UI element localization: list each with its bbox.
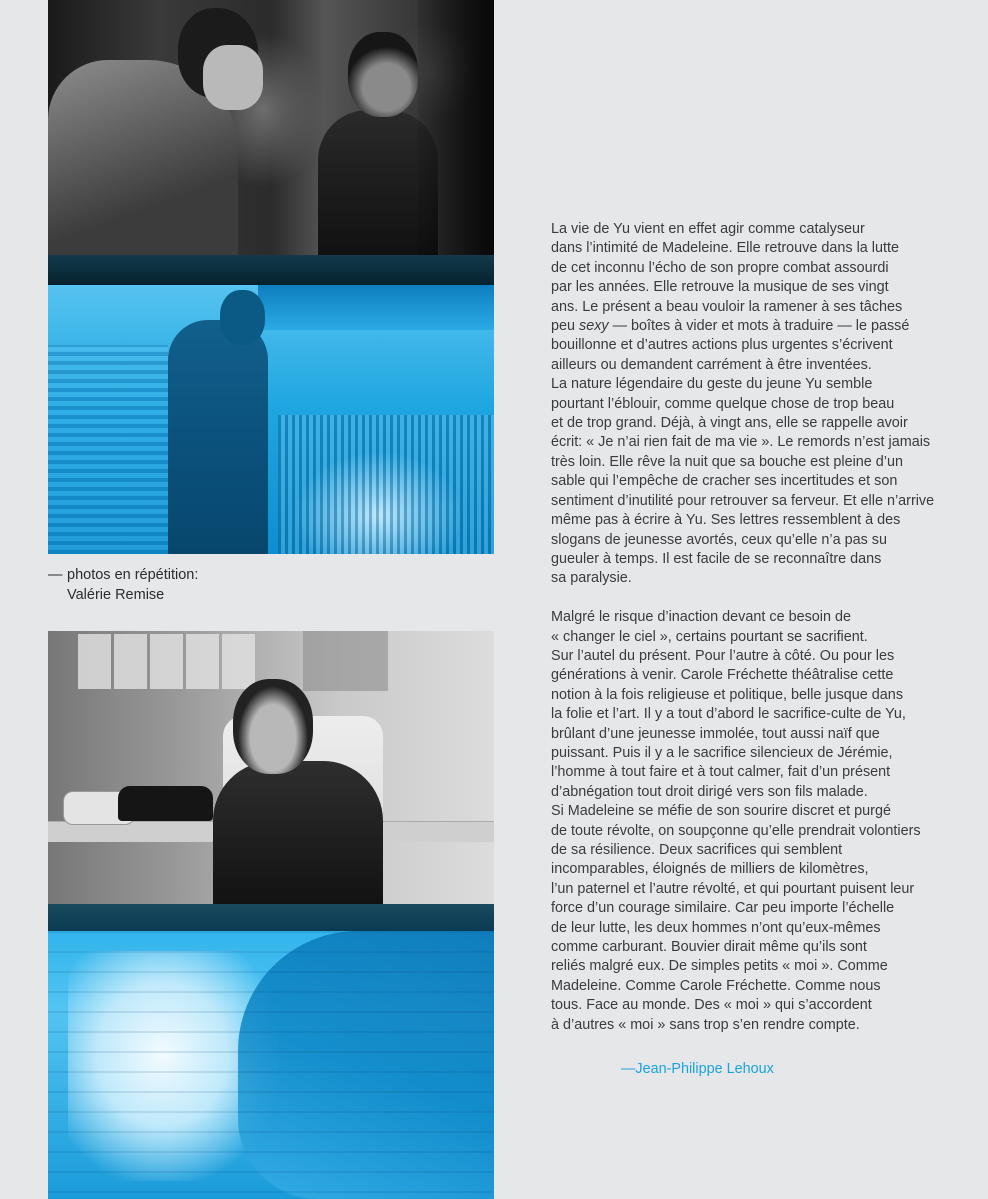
article-body — [551, 220, 946, 1035]
rehearsal-photo-top-blue — [48, 285, 494, 554]
photo-divider-band-bottom — [48, 904, 494, 931]
article-paragraph-2: Malgré le risque d’inaction devant ce besoin de « changer le ciel », certains pourtant se sacrifient. Sur l’autel du présent. Pour l’autre à côté. Ou pour les générations à venir. Carole Fréchette théâtralise cette notion à la fois religieuse et politique, belle jusque dans la folie et l’art. Il y a tout d’abord le sacrifice-culte de Yu, brûlant d’une jeunesse immolée, tout aussi naïf que puissant. Puis il y a le sacrifice silencieux de Jérémie, l’homme à tout faire et à tout calmer, fait d’un présent d’abnégation tout droit dirigé vers son fils malade. Si Madeleine se méfie de son sourire discret et purgé de toute révolte, on soupçonne qu’elle prendrait volontiers de sa résilience. Deux sacrifices qui semblent incomparables, éloignés de milliers de kilomètres, l’un paternel et l’autre révolté, et qui pourtant puisent leur force d’un courage similaire. Car peu importe l’échelle de leur lutte, les deux hommes n’ont qu’eux-mêmes comme carburant. Bouvier dirait même qu’ils sont reliés malgré eux. De simples petits « moi ». Comme Madeleine. Comme Carole Fréchette. Comme nous tous. Face au monde. Des « moi » qui s’accordent à d’autres « moi » sans trop s’en rendre compte. — [551, 609, 921, 1033]
rehearsal-photo-bottom-blue — [48, 931, 494, 1199]
caption-dash: — — [48, 567, 63, 583]
italic-word: sexy — [579, 318, 609, 335]
photo-caption — [48, 566, 198, 605]
rehearsal-photo-top-grayscale — [48, 0, 494, 255]
article-paragraph-1: La vie de Yu vient en effet agir comme catalyseur dans l’intimité de Madeleine. Elle retrouve dans la lutte de cet inconnu l’écho de son propre combat assourdi par les années. Elle retrouve la musique de ses vingt ans. Le présent a beau vouloir la ramener à ses tâches peu sexy — boîtes à vider et mots à traduire — le passé bouillonne et d’autres actions plus urgentes s’écrivent ailleurs ou demandent carrément à être inventées. La nature légendaire du geste du jeune Yu semble pourtant l’éblouir, comme quelque chose de trop beau et de trop grand. Déjà, à vingt ans, elle se rappelle avoir écrit: « Je n’ai rien fait de ma vie ». Le remords n’est jamais très loin. Elle rêve la nuit que sa bouche est pleine d’un sable qui l’empêche de cracher ses incertitudes et son sentiment d’inutilité pour retrouver sa ferveur. Et elle n’arrive même pas à écrire à Yu. Ses lettres ressemblent à des slogans de jeunesse avortés, ceux qu’elle n’a pas su gueuler à temps. Il est facile de se reconnaître dans sa paralysie. — [551, 221, 935, 587]
article-signature: —Jean-Philippe Lehoux — [621, 1061, 774, 1077]
caption-line-2: Valérie Remise — [67, 586, 165, 603]
photo-divider-band-top — [48, 255, 494, 285]
rehearsal-photo-bottom-grayscale — [48, 631, 494, 904]
caption-line-1: photos en répétition: — [67, 567, 199, 583]
